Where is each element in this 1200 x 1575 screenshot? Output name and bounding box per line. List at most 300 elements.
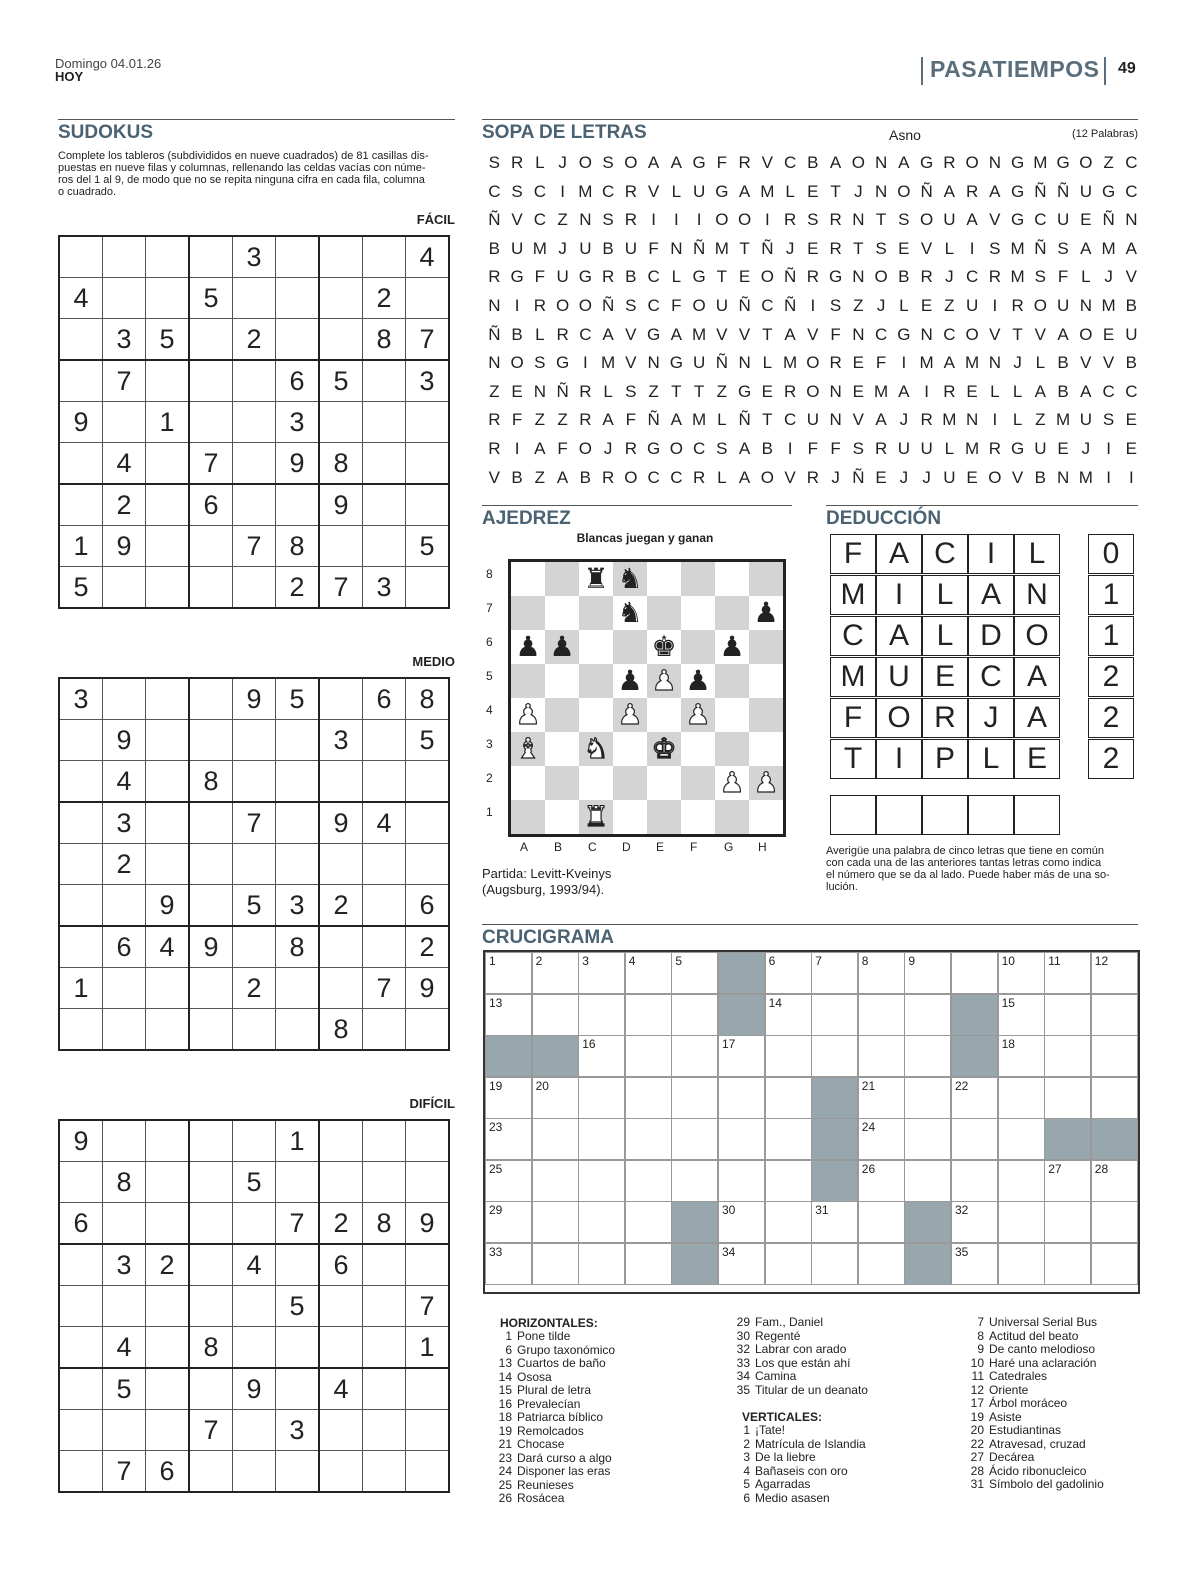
sopa-letter[interactable]: A — [602, 410, 614, 430]
sopa-letter[interactable]: C — [601, 181, 615, 201]
sopa-letter[interactable]: L — [785, 181, 795, 201]
sopa-letter[interactable]: R — [488, 267, 501, 287]
sudoku-cell[interactable]: 9 — [146, 885, 190, 927]
sudoku-cell[interactable] — [363, 1451, 406, 1493]
sudoku-cell[interactable]: 7 — [233, 526, 276, 567]
sudoku-cell[interactable] — [319, 1120, 363, 1162]
chess-square[interactable] — [715, 596, 749, 630]
sudoku-cell[interactable] — [276, 802, 320, 844]
sopa-letter[interactable]: L — [535, 153, 545, 172]
crossword-cell[interactable] — [951, 1118, 998, 1160]
sopa-letter[interactable]: L — [717, 467, 727, 487]
sopa-letter[interactable]: E — [738, 267, 751, 287]
sudoku-cell[interactable] — [59, 1286, 103, 1327]
sopa-letter[interactable]: E — [898, 238, 910, 258]
chess-square[interactable] — [715, 561, 749, 597]
sudoku-cell[interactable] — [189, 1244, 233, 1286]
sopa-letter[interactable]: V — [784, 467, 796, 487]
sopa-letter[interactable]: V — [989, 324, 1001, 344]
sopa-letter[interactable]: M — [692, 324, 707, 344]
crossword-cell[interactable] — [951, 1201, 998, 1243]
sudoku-cell[interactable] — [233, 1203, 276, 1245]
sudoku-cell[interactable] — [233, 1327, 276, 1369]
sopa-letter[interactable]: Ñ — [783, 296, 797, 315]
crossword-cell[interactable] — [1091, 1035, 1138, 1077]
chess-square[interactable] — [579, 698, 613, 732]
crossword-cell[interactable] — [998, 952, 1045, 994]
sudoku-cell[interactable] — [363, 484, 406, 526]
sudoku-cell[interactable]: 7 — [406, 1286, 450, 1327]
chess-square[interactable] — [613, 800, 647, 836]
sopa-letter[interactable]: M — [965, 439, 980, 458]
sopa-letter[interactable]: Z — [944, 296, 955, 315]
sopa-letter[interactable]: G — [1101, 181, 1116, 201]
sopa-letter[interactable]: R — [965, 181, 979, 201]
sopa-letter[interactable]: M — [601, 353, 616, 373]
sopa-letter[interactable]: I — [1106, 467, 1111, 487]
sudoku-cell[interactable] — [406, 844, 450, 885]
sopa-letter[interactable]: N — [874, 153, 888, 172]
sopa-letter[interactable]: R — [579, 381, 592, 401]
sopa-letter[interactable]: I — [1106, 439, 1111, 458]
sopa-letter[interactable]: Ñ — [488, 210, 501, 230]
sopa-letter[interactable]: Ñ — [783, 267, 797, 287]
crossword-cell[interactable] — [904, 1035, 951, 1077]
crossword-cell[interactable] — [485, 994, 532, 1036]
sudoku-cell[interactable] — [233, 443, 276, 485]
sopa-letter[interactable]: R — [533, 296, 546, 315]
sudoku-cell[interactable] — [59, 236, 103, 278]
chess-square[interactable] — [613, 664, 647, 698]
sopa-letter[interactable]: C — [1125, 153, 1138, 172]
sudoku-cell[interactable]: 3 — [276, 1410, 320, 1451]
sudoku-cell[interactable] — [319, 319, 363, 361]
sopa-letter[interactable]: I — [992, 410, 998, 430]
sopa-letter[interactable]: N — [1125, 210, 1138, 230]
chess-square[interactable] — [647, 664, 681, 698]
sopa-letter[interactable]: V — [1011, 467, 1024, 487]
sopa-letter[interactable]: J — [785, 238, 795, 258]
sopa-letter[interactable]: Ñ — [1056, 181, 1070, 201]
sopa-letter[interactable]: I — [514, 439, 520, 458]
chess-square[interactable] — [579, 800, 613, 836]
chess-square[interactable] — [613, 561, 647, 597]
sopa-letter[interactable]: O — [624, 153, 638, 172]
sudoku-cell[interactable] — [233, 278, 276, 319]
crossword-cell[interactable] — [1091, 1243, 1138, 1285]
sopa-letter[interactable]: M — [1101, 238, 1116, 258]
sopa-letter[interactable]: G — [669, 353, 683, 373]
crossword-cell[interactable] — [578, 1201, 625, 1243]
sopa-letter[interactable]: A — [898, 381, 910, 401]
sopa-letter[interactable]: F — [807, 439, 819, 458]
sudoku-cell[interactable] — [59, 1162, 103, 1203]
sopa-letter[interactable]: M — [942, 410, 957, 430]
sudoku-cell[interactable] — [103, 1120, 146, 1162]
sopa-letter[interactable]: M — [1101, 296, 1116, 315]
chess-square[interactable] — [613, 766, 647, 800]
sudoku-cell[interactable] — [406, 802, 450, 844]
crossword-cell[interactable] — [578, 952, 625, 994]
crossword-cell[interactable] — [532, 1118, 579, 1160]
sopa-letter[interactable]: N — [1079, 296, 1092, 315]
sopa-letter[interactable]: S — [829, 296, 842, 315]
sopa-letter[interactable]: O — [624, 467, 638, 487]
sudoku-cell[interactable] — [189, 402, 233, 443]
chess-square[interactable] — [545, 630, 579, 664]
sudoku-cell[interactable] — [363, 1162, 406, 1203]
sudoku-cell[interactable] — [189, 567, 233, 609]
sudoku-cell[interactable] — [103, 567, 146, 609]
sudoku-cell[interactable] — [276, 1327, 320, 1369]
crossword-cell[interactable] — [904, 994, 951, 1036]
sopa-letter[interactable]: A — [556, 467, 569, 487]
sopa-letter[interactable]: N — [852, 324, 865, 344]
sopa-letter[interactable]: F — [648, 238, 659, 258]
sopa-letter[interactable]: S — [1102, 410, 1115, 430]
sopa-letter[interactable]: B — [898, 267, 910, 287]
sudoku-cell[interactable]: 2 — [406, 926, 450, 968]
chess-square[interactable] — [510, 561, 546, 597]
crossword-cell[interactable] — [811, 1035, 858, 1077]
chess-square[interactable] — [545, 596, 579, 630]
sudoku-cell[interactable] — [103, 1009, 146, 1051]
sudoku-cell[interactable] — [59, 802, 103, 844]
sudoku-cell[interactable]: 7 — [363, 968, 406, 1009]
sopa-letter[interactable]: L — [535, 324, 545, 344]
sudoku-cell[interactable]: 3 — [103, 319, 146, 361]
crossword-cell[interactable] — [625, 1160, 672, 1202]
sopa-letter[interactable]: R — [624, 210, 637, 230]
sopa-letter[interactable]: O — [897, 181, 911, 201]
chess-square[interactable] — [749, 664, 785, 698]
sopa-letter[interactable]: V — [1102, 353, 1115, 373]
sudoku-cell[interactable] — [319, 1327, 363, 1369]
sopa-letter[interactable]: O — [669, 439, 683, 458]
sopa-letter[interactable]: R — [920, 410, 933, 430]
sopa-letter[interactable]: A — [647, 153, 660, 172]
sudoku-cell[interactable]: 9 — [59, 1120, 103, 1162]
chess-square[interactable] — [681, 630, 715, 664]
sopa-letter[interactable]: L — [671, 267, 682, 287]
crossword-cell[interactable] — [485, 1077, 532, 1119]
crossword-cell[interactable] — [765, 1201, 812, 1243]
sopa-letter[interactable]: A — [1034, 381, 1047, 401]
sopa-letter[interactable]: G — [510, 267, 524, 287]
sudoku-cell[interactable] — [189, 678, 233, 720]
sopa-letter[interactable]: A — [670, 153, 683, 172]
sopa-letter[interactable]: U — [806, 410, 819, 430]
sudoku-cell[interactable] — [233, 484, 276, 526]
sopa-letter[interactable]: R — [601, 267, 615, 287]
sudoku-cell[interactable] — [363, 1120, 406, 1162]
sopa-letter[interactable]: N — [647, 353, 660, 373]
sudoku-cell[interactable] — [189, 802, 233, 844]
sopa-letter[interactable]: J — [603, 439, 613, 458]
sudoku-cell[interactable]: 9 — [233, 678, 276, 720]
sudoku-cell[interactable] — [146, 1368, 190, 1410]
sopa-letter[interactable]: C — [965, 267, 979, 287]
sudoku-cell[interactable] — [363, 1009, 406, 1051]
sudoku-cell[interactable] — [59, 319, 103, 361]
chess-square[interactable] — [579, 664, 613, 698]
sopa-letter[interactable]: E — [852, 353, 865, 373]
sudoku-cell[interactable]: 7 — [189, 443, 233, 485]
sudoku-cell[interactable] — [146, 761, 190, 803]
sopa-letter[interactable]: S — [989, 238, 1001, 258]
sopa-letter[interactable]: G — [1010, 181, 1025, 201]
crossword-cell[interactable] — [1091, 1077, 1138, 1119]
sopa-letter[interactable]: I — [764, 210, 770, 230]
crossword-cell[interactable] — [765, 994, 812, 1036]
sopa-letter[interactable]: M — [1010, 238, 1025, 258]
crossword-cell[interactable] — [578, 1077, 625, 1119]
sudoku-cell[interactable] — [319, 526, 363, 567]
sopa-letter[interactable]: R — [692, 467, 706, 487]
sopa-letter[interactable]: S — [511, 181, 523, 201]
sudoku-cell[interactable] — [189, 319, 233, 361]
sopa-letter[interactable]: G — [897, 324, 911, 344]
sopa-letter[interactable]: F — [534, 267, 546, 287]
sudoku-cell[interactable] — [189, 1368, 233, 1410]
chess-square[interactable] — [647, 630, 681, 664]
sudoku-cell[interactable] — [189, 1009, 233, 1051]
crossword-cell[interactable] — [858, 1118, 905, 1160]
sudoku-cell[interactable] — [276, 844, 320, 885]
sopa-letter[interactable]: T — [671, 381, 682, 401]
sudoku-cell[interactable] — [233, 844, 276, 885]
chess-square[interactable] — [749, 698, 785, 732]
chess-square[interactable] — [545, 664, 579, 698]
sudoku-cell[interactable]: 2 — [319, 885, 363, 927]
sudoku-cell[interactable]: 3 — [319, 720, 363, 761]
sudoku-cell[interactable]: 4 — [233, 1244, 276, 1286]
sudoku-cell[interactable] — [146, 1286, 190, 1327]
sudoku-cell[interactable]: 8 — [406, 678, 450, 720]
sopa-letter[interactable]: R — [579, 410, 592, 430]
sopa-letter[interactable]: U — [1125, 324, 1138, 344]
sudoku-cell[interactable]: 5 — [276, 1286, 320, 1327]
sopa-letter[interactable]: O — [1079, 324, 1093, 344]
sudoku-cell[interactable] — [363, 844, 406, 885]
sopa-letter[interactable]: V — [647, 181, 660, 201]
sudoku-cell[interactable] — [363, 1368, 406, 1410]
sudoku-cell[interactable] — [189, 1286, 233, 1327]
crossword-cell[interactable] — [578, 1160, 625, 1202]
sopa-letter[interactable]: U — [1034, 439, 1047, 458]
sopa-letter[interactable]: N — [874, 181, 888, 201]
sudoku-cell[interactable] — [233, 1009, 276, 1051]
sopa-letter[interactable]: E — [1125, 439, 1138, 458]
crossword-cell[interactable] — [671, 994, 718, 1036]
sudoku-cell[interactable] — [146, 1162, 190, 1203]
sudoku-cell[interactable] — [233, 926, 276, 968]
chess-square[interactable] — [613, 732, 647, 766]
sopa-letter[interactable]: T — [716, 267, 728, 287]
sopa-letter[interactable]: O — [874, 267, 888, 287]
sopa-letter[interactable]: O — [760, 267, 774, 287]
sudoku-cell[interactable] — [146, 802, 190, 844]
sopa-letter[interactable]: I — [696, 210, 702, 230]
crossword-cell[interactable] — [485, 1160, 532, 1202]
sopa-letter[interactable]: E — [761, 381, 774, 401]
sopa-letter[interactable]: O — [965, 153, 979, 172]
sopa-letter[interactable]: G — [1010, 439, 1025, 458]
sudoku-cell[interactable] — [59, 1244, 103, 1286]
sopa-letter[interactable]: M — [1056, 410, 1071, 430]
sopa-letter[interactable]: Z — [1035, 410, 1046, 430]
sopa-letter[interactable]: Ñ — [852, 467, 865, 487]
sopa-letter[interactable]: M — [919, 353, 934, 373]
sopa-letter[interactable]: Ñ — [647, 410, 660, 430]
sudoku-cell[interactable]: 7 — [406, 319, 450, 361]
sopa-letter[interactable]: A — [966, 210, 978, 230]
sopa-letter[interactable]: M — [1078, 467, 1093, 487]
sopa-letter[interactable]: C — [647, 467, 660, 487]
sopa-letter[interactable]: I — [787, 439, 793, 458]
sopa-letter[interactable]: O — [692, 296, 706, 315]
chess-square[interactable] — [681, 561, 715, 597]
crossword-cell[interactable] — [718, 1118, 765, 1160]
sopa-letter[interactable]: Z — [557, 410, 568, 430]
sopa-letter[interactable]: A — [943, 353, 956, 373]
sudoku-cell[interactable]: 5 — [233, 1162, 276, 1203]
sudoku-cell[interactable]: 6 — [103, 926, 146, 968]
sudoku-cell[interactable] — [146, 236, 190, 278]
sopa-letter[interactable]: O — [988, 467, 1002, 487]
sopa-letter[interactable]: B — [1057, 353, 1069, 373]
sopa-letter[interactable]: C — [943, 324, 956, 344]
sopa-letter[interactable]: C — [579, 324, 592, 344]
sudoku-cell[interactable] — [233, 1120, 276, 1162]
sopa-letter[interactable]: A — [1125, 238, 1138, 258]
chess-square[interactable] — [647, 766, 681, 800]
sopa-letter[interactable]: I — [901, 353, 907, 373]
sudoku-cell[interactable]: 3 — [103, 802, 146, 844]
sopa-letter[interactable]: R — [488, 410, 501, 430]
chess-square[interactable] — [510, 664, 546, 698]
sopa-letter[interactable]: V — [716, 324, 728, 344]
sudoku-cell[interactable] — [103, 968, 146, 1009]
sopa-letter[interactable]: T — [762, 324, 773, 344]
sopa-letter[interactable]: A — [738, 439, 751, 458]
sopa-letter[interactable]: V — [920, 238, 933, 258]
sopa-letter[interactable]: C — [533, 210, 546, 230]
sopa-letter[interactable]: N — [852, 267, 865, 287]
sudoku-cell[interactable]: 5 — [406, 720, 450, 761]
sopa-letter[interactable]: G — [578, 267, 592, 287]
sopa-letter[interactable]: U — [920, 439, 933, 458]
crossword-cell[interactable] — [904, 1160, 951, 1202]
sudoku-cell[interactable] — [276, 236, 320, 278]
sudoku-cell[interactable]: 5 — [276, 678, 320, 720]
sudoku-cell[interactable]: 3 — [276, 885, 320, 927]
chess-square[interactable] — [613, 630, 647, 664]
sudoku-cell[interactable] — [406, 278, 450, 319]
sopa-letter[interactable]: Ñ — [738, 410, 751, 430]
sudoku-cell[interactable]: 6 — [146, 1451, 190, 1493]
sopa-letter[interactable]: T — [830, 181, 841, 201]
crossword-cell[interactable] — [485, 1201, 532, 1243]
crossword-cell[interactable] — [765, 952, 812, 994]
sudoku-cell[interactable] — [59, 1410, 103, 1451]
sopa-letter[interactable]: F — [671, 296, 682, 315]
sopa-letter[interactable]: C — [692, 439, 706, 458]
sopa-letter[interactable]: R — [829, 238, 842, 258]
sopa-letter[interactable]: M — [714, 238, 729, 258]
sopa-letter[interactable]: U — [1079, 181, 1092, 201]
sudoku-cell[interactable] — [363, 720, 406, 761]
sopa-letter[interactable]: G — [1010, 153, 1025, 172]
sopa-letter[interactable]: U — [579, 238, 592, 258]
sudoku-cell[interactable] — [59, 844, 103, 885]
sudoku-cell[interactable]: 1 — [406, 1327, 450, 1369]
sopa-letter[interactable]: B — [1057, 381, 1069, 401]
sopa-letter[interactable]: V — [807, 324, 819, 344]
crossword-cell[interactable] — [671, 1077, 718, 1119]
crossword-cell[interactable] — [578, 994, 625, 1036]
sopa-letter[interactable]: U — [943, 210, 956, 230]
sopa-letter[interactable]: V — [989, 210, 1001, 230]
sudoku-cell[interactable] — [276, 319, 320, 361]
crossword-cell[interactable] — [532, 952, 579, 994]
sudoku-cell[interactable] — [146, 678, 190, 720]
sopa-letter[interactable]: A — [784, 324, 796, 344]
sopa-letter[interactable]: A — [898, 153, 910, 172]
deduccion-answer-cell[interactable] — [1014, 795, 1060, 835]
sudoku-cell[interactable] — [406, 567, 450, 609]
sudoku-cell[interactable] — [146, 526, 190, 567]
sopa-letter[interactable]: C — [1102, 381, 1115, 401]
sudoku-cell[interactable] — [406, 1244, 450, 1286]
sopa-letter[interactable]: M — [760, 181, 775, 201]
sudoku-cell[interactable] — [406, 443, 450, 485]
sopa-letter[interactable]: B — [511, 467, 523, 487]
sudoku-cell[interactable] — [59, 720, 103, 761]
sudoku-cell[interactable] — [146, 1410, 190, 1451]
sopa-letter[interactable]: U — [624, 238, 637, 258]
sudoku-cell[interactable] — [363, 1286, 406, 1327]
sudoku-cell[interactable]: 3 — [276, 402, 320, 443]
sudoku-cell[interactable]: 5 — [103, 1368, 146, 1410]
crossword-cell[interactable] — [998, 1201, 1045, 1243]
chess-square[interactable] — [613, 698, 647, 732]
deduccion-answer-cell[interactable] — [968, 795, 1014, 835]
chess-square[interactable] — [579, 630, 613, 664]
sopa-letter[interactable]: Z — [1103, 153, 1114, 172]
sopa-letter[interactable]: R — [806, 267, 819, 287]
sopa-letter[interactable]: Ñ — [1034, 181, 1047, 201]
crossword-cell[interactable] — [485, 1243, 532, 1285]
sudoku-cell[interactable] — [363, 443, 406, 485]
sopa-letter[interactable]: N — [988, 353, 1001, 373]
chess-square[interactable] — [715, 766, 749, 800]
sopa-letter[interactable]: E — [1080, 210, 1092, 230]
sudoku-cell[interactable] — [406, 402, 450, 443]
crossword-cell[interactable] — [998, 1077, 1045, 1119]
sudoku-cell[interactable]: 2 — [276, 567, 320, 609]
sopa-letter[interactable]: O — [578, 439, 592, 458]
chess-square[interactable] — [545, 561, 579, 597]
sopa-letter[interactable]: Z — [648, 381, 659, 401]
chess-square[interactable] — [647, 561, 681, 597]
sopa-letter[interactable]: C — [783, 410, 797, 430]
sudoku-cell[interactable] — [276, 278, 320, 319]
sopa-letter[interactable]: U — [715, 296, 728, 315]
sopa-letter[interactable]: A — [602, 324, 614, 344]
sudoku-cell[interactable] — [363, 761, 406, 803]
crossword-cell[interactable] — [765, 1118, 812, 1160]
